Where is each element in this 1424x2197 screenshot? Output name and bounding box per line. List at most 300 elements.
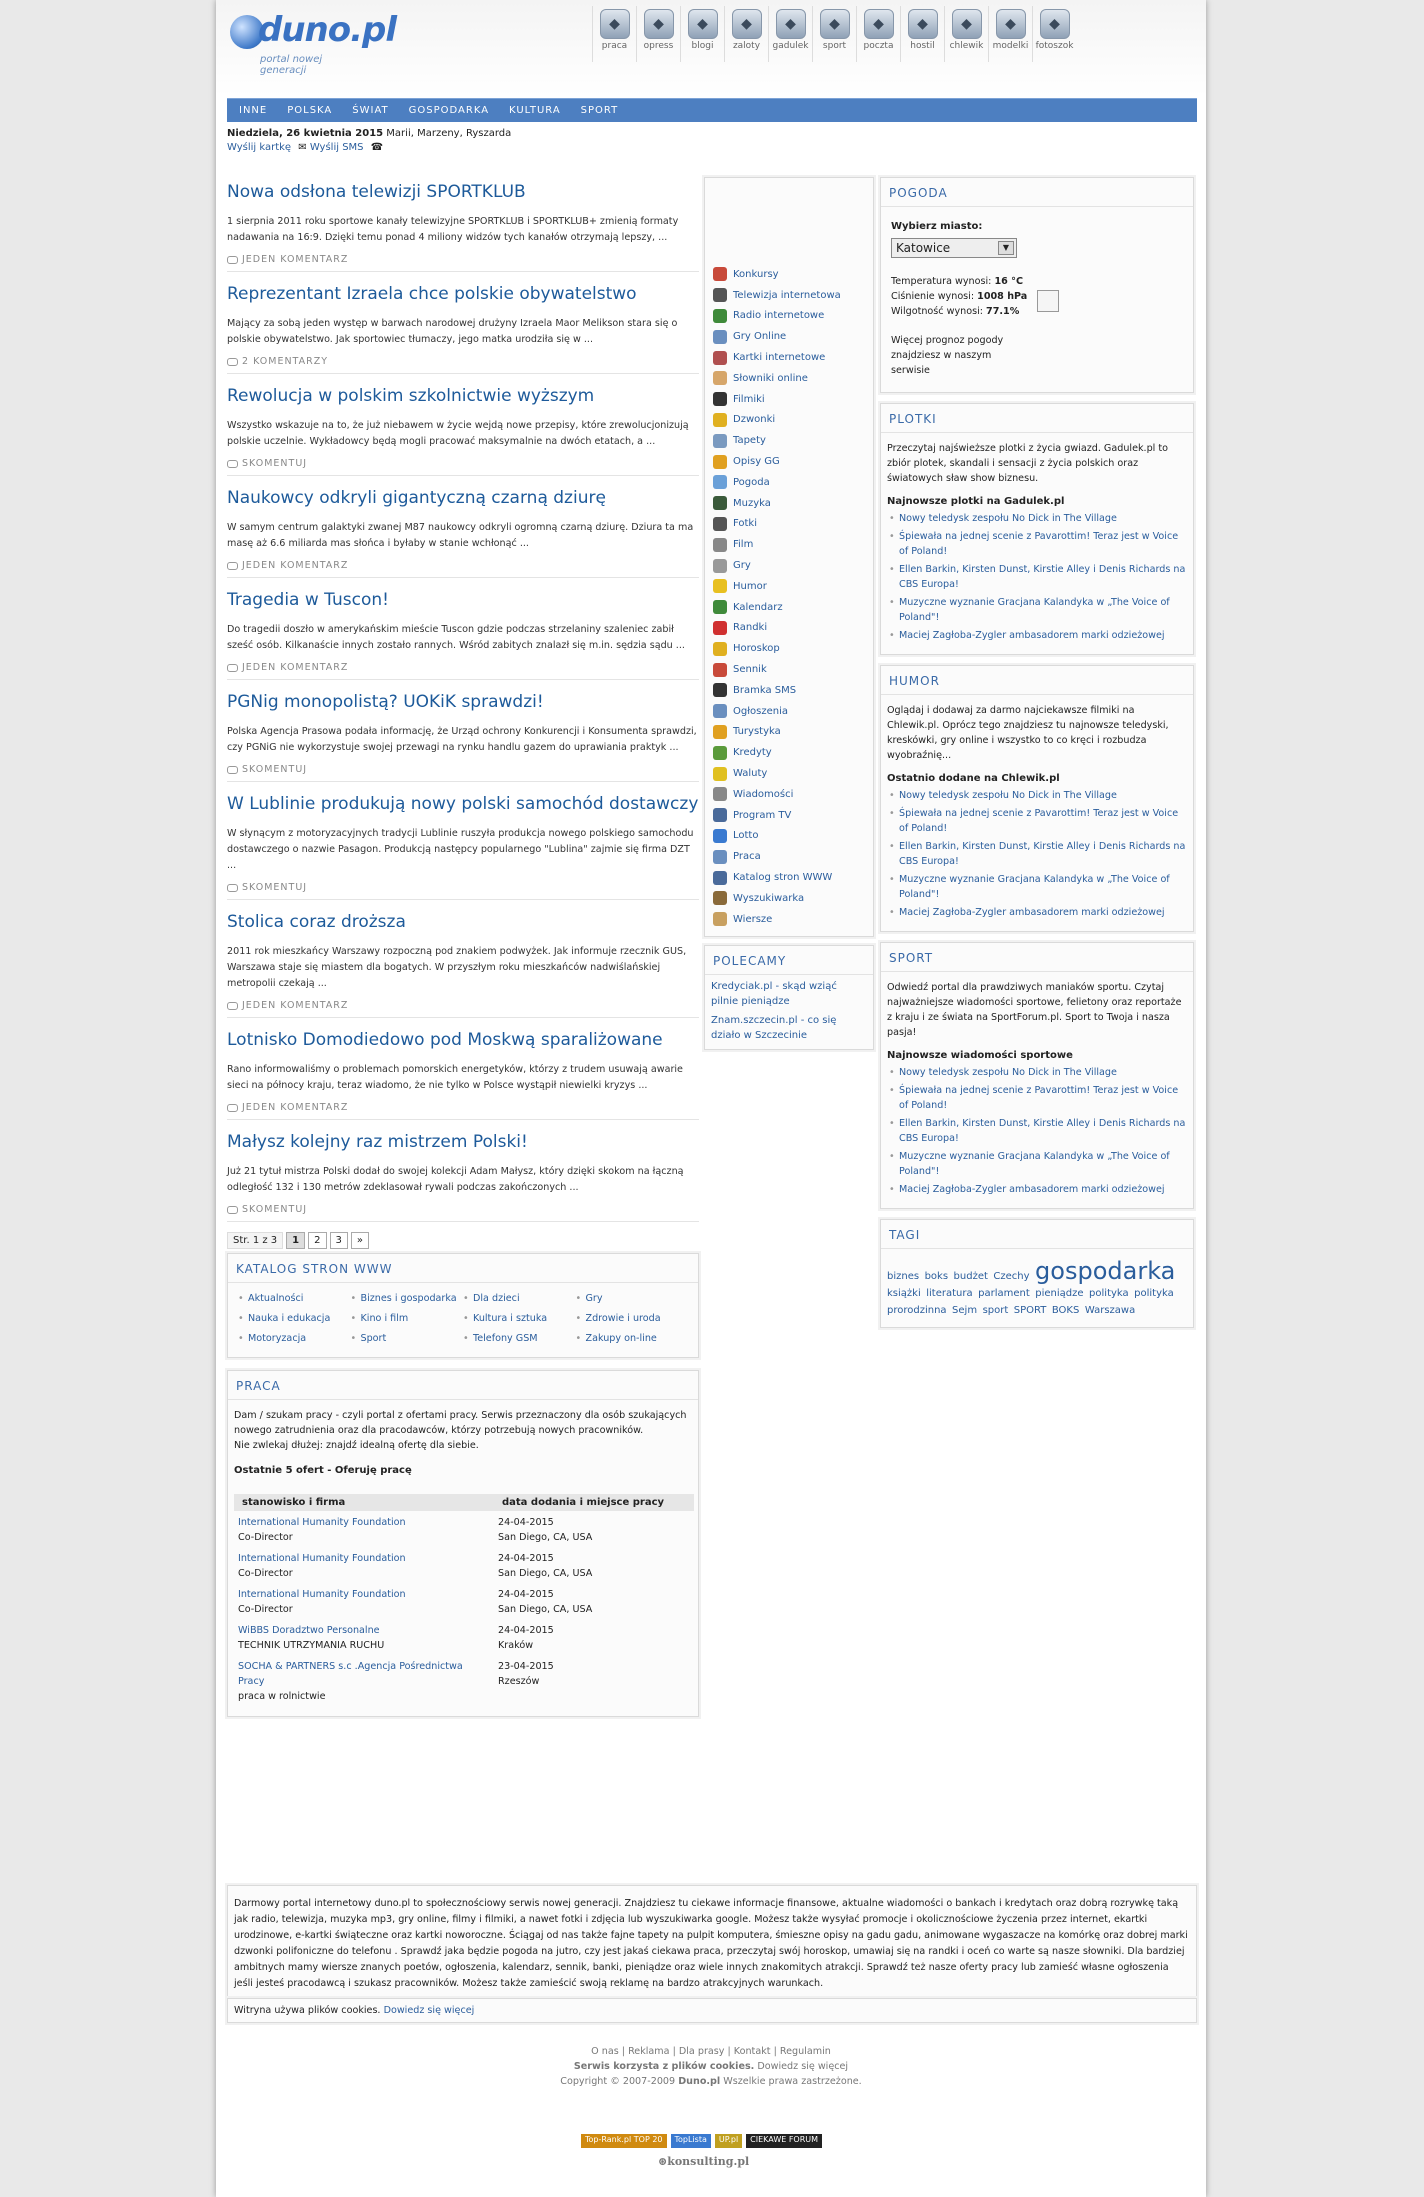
pig-icon: ◆ [952,9,982,39]
job-date: 23-04-2015 [498,1661,554,1672]
humor-item-link[interactable]: Śpiewała na jednej scenie z Pavarottim! Teraz jest w Voice of Poland! [899,808,1179,834]
phone-icon: ☎ [370,142,384,153]
job-date-cell [494,1619,694,1655]
service-icon [713,725,727,739]
footer-link[interactable]: O nas [591,2046,619,2057]
service-icon [713,787,727,801]
pagination [227,1232,699,1249]
tag-link[interactable]: Czechy [993,1271,1030,1282]
plotki-item-link[interactable]: Nowy teledysk zespołu No Dick in The Village [899,513,1117,524]
catalog-link[interactable]: • Motoryzacja [238,1331,351,1347]
service-link[interactable]: Gry Online [733,331,787,343]
gossip-box [880,403,1194,655]
job-company-link[interactable]: WiBBS Doradztwo Personalne [238,1625,380,1636]
catalog-box [227,1253,699,1358]
recommended-title: POLECAMY [705,946,873,975]
service-item[interactable] [705,306,873,327]
pager-page[interactable]: 2 [308,1232,326,1249]
footer-badge[interactable]: Top-Rank.pl TOP 20 [581,2134,667,2148]
service-link[interactable]: Kalendarz [733,601,783,613]
list-item [887,905,1187,923]
comments-link[interactable] [227,662,699,673]
article [227,910,699,1018]
article-excerpt: Mający za sobą jeden występ w barwach narodowej drużyny Izraela Maor Melikson stara się o polskie obywatelstwo. Jak sportowiec tłumaczy, jego matka urodziła się w ... [227,318,678,345]
tag-link[interactable]: SPORT [1013,1305,1047,1316]
tag-link[interactable]: sport [982,1305,1009,1316]
service-item[interactable] [705,368,873,389]
service-link[interactable]: Pogoda [733,476,770,488]
sport-item-link[interactable]: Śpiewała na jednej scenie z Pavarottim! Teraz jest w Voice of Poland! [899,1085,1179,1111]
comments-link[interactable] [227,1102,699,1113]
job-place: San Diego, CA, USA [498,1604,593,1615]
tag-link[interactable]: boks [924,1271,949,1282]
jobs-desc-text: Dam / szukam pracy - czyli portal z ofertami pracy. Serwis przeznaczony dla osób szukających nowego zatrudnienia oraz dla pracodawców, którzy potrzebują nowych pracowników. [234,1410,687,1436]
top-icon-bar [592,6,1076,62]
article-excerpt: W samym centrum galaktyki zwanej M87 naukowcy odkryli ogromną czarną dziurę. Dziura ta ma masę aż 6.6 miliarda mas słońca i byłaby w stanie wchłonąć ... [227,522,694,549]
comments-count: SKOMENTUJ [242,1204,308,1215]
page [216,0,1206,2197]
job-position-cell [234,1511,494,1547]
service-link[interactable]: Słowniki online [733,372,808,384]
pager-page[interactable]: » [351,1232,369,1249]
chat-icon: ◆ [776,9,806,39]
comments-count: JEDEN KOMENTARZ [242,1102,349,1113]
footer-links: O nas | Reklama | Dla prasy | Kontakt | Regulamin [591,2046,831,2057]
service-item[interactable] [705,888,873,909]
tag-cloud [881,1249,1193,1319]
service-icon [713,850,727,864]
job-date: 24-04-2015 [498,1589,554,1600]
top-icon-fotoszok[interactable] [1032,6,1076,62]
temp-value: 16 °C [994,276,1023,287]
service-icon [713,517,727,531]
humor-item-link[interactable]: Ellen Barkin, Kirsten Dunst, Kirstie Alley i Denis Richards na CBS Europa! [899,841,1186,867]
footer-link[interactable]: Reklama [628,2046,670,2057]
catalog-link[interactable]: • Zdrowie i uroda [576,1311,689,1327]
temp-label: Temperatura wynosi: [891,276,992,287]
service-item[interactable] [705,410,873,431]
nav-item-4[interactable]: KULTURA [509,105,561,116]
service-link[interactable]: Humor [733,580,767,592]
service-link[interactable]: Konkursy [733,268,779,280]
logo-tagline: portal nowej generacji [260,54,323,76]
recommended-link[interactable]: Znam.szczecin.pl - co się działo w Szczecinie [711,1014,837,1041]
tag-link[interactable]: polityka [1089,1288,1129,1299]
service-item[interactable] [705,659,873,680]
comments-link[interactable] [227,254,699,265]
service-item[interactable] [705,347,873,368]
tag-link[interactable]: biznes [887,1271,920,1282]
send-sms-link[interactable]: Wyślij SMS [309,142,364,153]
service-icon [713,559,727,573]
service-item[interactable] [705,430,873,451]
sport-item-link[interactable]: Nowy teledysk zespołu No Dick in The Village [899,1067,1117,1078]
sport-text: Odwiedź portal dla prawdziwych maniaków sportu. Czytaj najważniejsze wiadomości sportowe, felietony oraz reportaże z kraju i ze świata na SportForum.pl. Sport to Twoja i nasza pasja! [887,982,1182,1038]
service-icon [713,309,727,323]
article [227,486,699,578]
tag-link[interactable]: Sejm [952,1305,978,1316]
plotki-item-link[interactable]: Maciej Zagłoba-Zygler ambasadorem marki odzieżowej [899,630,1165,641]
humor-item-link[interactable]: Muzyczne wyznanie Gracjana Kalandyka w „The Voice of Poland"! [899,874,1170,900]
comments-count: JEDEN KOMENTARZ [242,560,349,571]
top-icon-label: modelki [992,41,1029,51]
nav-item-3[interactable]: GOSPODARKA [408,105,490,116]
service-item[interactable] [705,909,873,930]
service-item[interactable] [705,451,873,472]
service-item[interactable] [705,826,873,847]
service-item[interactable] [705,846,873,867]
comments-link[interactable] [227,882,699,893]
top-icon-label: hostil [910,41,935,51]
service-item[interactable] [705,784,873,805]
right-column [880,177,1194,1338]
footer-cookie-link[interactable]: Dowiedz się więcej [757,2061,849,2072]
nav-item-0[interactable]: INNE [239,105,268,116]
service-link[interactable]: Film [733,539,754,551]
plotki-item-link[interactable]: Śpiewała na jednej scenie z Pavarottim! Teraz jest w Voice of Poland! [899,531,1179,557]
service-link[interactable]: Kredyty [733,747,772,759]
service-item[interactable] [705,722,873,743]
catalog-link[interactable]: • Dla dzieci [463,1291,576,1307]
tag-link[interactable]: gospodarka [1035,1257,1176,1285]
model-icon: ◆ [996,9,1026,39]
comments-link[interactable] [227,1000,699,1011]
recommended-link[interactable]: Kredyciak.pl - skąd wziąć pilnie pieniądze [711,980,837,1007]
comments-link[interactable] [227,458,699,469]
job-row [234,1583,694,1619]
service-link[interactable]: Fotki [733,518,758,530]
tag-link[interactable]: książki [887,1288,921,1299]
nav-item-1[interactable]: POLSKA [287,105,333,116]
humor-item-link[interactable]: Nowy teledysk zespołu No Dick in The Village [899,790,1117,801]
service-link[interactable]: Randki [733,622,768,634]
jobs-box [227,1370,699,1717]
logo-text: duno.pl [258,10,397,50]
service-link[interactable]: Praca [733,851,761,863]
service-item[interactable] [705,514,873,535]
article-title[interactable]: Lotnisko Domodiedowo pod Moskwą sparaliżowane [227,1030,663,1050]
service-link[interactable]: Katalog stron WWW [733,872,833,883]
gossip-text: Przeczytaj najświeższe plotki z życia gwiazd. Gadulek.pl to zbiór plotek, skandali i sensacji z życia polskich oraz światowych sław show biznesu. [887,443,1169,484]
job-date-cell [494,1583,694,1619]
top-icon-blogi[interactable] [680,6,724,62]
article-title[interactable]: Tragedia w Tuscon! [227,590,389,610]
article-title[interactable]: PGNig monopolistą? UOKiK sprawdzi! [227,692,544,712]
job-row [234,1511,694,1547]
service-link[interactable]: Lotto [733,830,759,842]
service-item[interactable] [705,576,873,597]
humor-text: Oglądaj i dodawaj za darmo najciekawsze filmiki na Chlewik.pl. Oprócz tego znajdziesz tu najnowsze teledyski, kreskówki, gry online i wszystko to co kręci i rozbudza wyobraźnię... [887,705,1169,761]
service-item[interactable] [705,867,873,888]
service-item[interactable] [705,389,873,410]
comments-count: SKOMENTUJ [242,764,308,775]
job-position-cell [234,1583,494,1619]
service-link[interactable]: Kartki internetowe [733,352,826,364]
comment-bubble-icon [227,664,238,672]
article [227,384,699,476]
service-icon [713,413,727,427]
catalog-link[interactable]: • Kultura i sztuka [463,1311,576,1327]
job-company-link[interactable]: International Humanity Foundation [238,1517,406,1528]
pager-page[interactable]: 3 [330,1232,348,1249]
job-place: Kraków [498,1640,534,1651]
catalog-link[interactable]: • Kino i film [351,1311,464,1327]
job-position: TECHNIK UTRZYMANIA RUCHU [238,1640,385,1651]
tag-link[interactable]: budżet [953,1271,988,1282]
tag-link[interactable]: parlament [978,1288,1030,1299]
job-company-link[interactable]: International Humanity Foundation [238,1589,406,1600]
footer-badge[interactable]: TopLista [671,2134,711,2148]
current-date: Niedziela, 26 kwietnia 2015 [227,128,384,139]
runner-icon: ◆ [820,9,850,39]
tag-link[interactable]: literatura [926,1288,973,1299]
footer-badge[interactable]: UP.pl [715,2134,742,2148]
pressure-value: 1008 hPa [977,291,1028,302]
pressure-label: Ciśnienie wynosi: [891,291,975,302]
service-link[interactable]: Wiersze [733,913,773,925]
service-item[interactable] [705,618,873,639]
top-icon-chlewik[interactable] [944,6,988,62]
header [216,0,1206,96]
article-title[interactable]: Reprezentant Izraela chce polskie obywatelstwo [227,284,637,304]
footer [216,2044,1206,2089]
tags-title: TAGI [881,1220,1193,1249]
job-place: San Diego, CA, USA [498,1532,593,1543]
footer-link[interactable]: Dla prasy [678,2046,725,2057]
sport-item-link[interactable]: Ellen Barkin, Kirsten Dunst, Kirstie Alley i Denis Richards na CBS Europa! [899,1118,1186,1144]
service-link[interactable]: Ogłoszenia [733,705,789,717]
tag-link[interactable]: BOKS [1051,1305,1080,1316]
service-icon [713,704,727,718]
copyright-brand: Duno.pl [678,2076,721,2087]
humor-title: HUMOR [881,666,1193,695]
footer-cookie-text: Serwis korzysta z plików cookies. [573,2061,755,2072]
article-title[interactable]: Małysz kolejny raz mistrzem Polski! [227,1132,528,1152]
article [227,588,699,680]
camera-icon: ◆ [1040,9,1070,39]
comment-bubble-icon [227,256,238,264]
konsulting-logo[interactable] [658,2155,749,2168]
service-icon [713,871,727,885]
service-item[interactable] [705,763,873,784]
top-icon-hostil[interactable] [900,6,944,62]
jobs-title: PRACA [228,1371,698,1400]
service-item[interactable] [705,597,873,618]
list-item [887,1116,1187,1149]
service-item[interactable] [705,493,873,514]
service-icon [713,642,727,656]
article-excerpt: Wszystko wskazuje na to, że już niebawem w życie wejdą nowe przepisy, które zrewolucjonizują polskie uczelnie. Wykładowcy będą mogli pracować maksymalnie na dwóch etatach, a ... [227,420,689,447]
pager-page[interactable]: 1 [286,1232,305,1249]
sport-box [880,942,1194,1209]
service-item[interactable] [705,680,873,701]
service-item[interactable] [705,264,873,285]
service-item[interactable] [705,638,873,659]
service-icon [713,663,727,677]
comment-bubble-icon [227,884,238,892]
gossip-subtitle: Najnowsze plotki na Gadulek.pl [887,496,1065,507]
article-title[interactable]: Nowa odsłona telewizji SPORTKLUB [227,182,526,202]
job-date: 24-04-2015 [498,1517,554,1528]
service-link[interactable]: Program TV [733,809,792,821]
city-select[interactable] [891,238,1017,258]
service-link[interactable]: Filmiki [733,393,765,405]
copyright-pre: Copyright © 2007-2009 [560,2076,676,2087]
list-item [887,1083,1187,1116]
dateline [227,127,511,155]
article-excerpt: W słynącym z motoryzacyjnych tradycji Lublinie ruszyła produkcja nowego polskiego samochodu dostawczego o nazwie Pasagon. Produkcją następcy popularnego "Lublina" zajmie się firma DZT ... [227,828,694,871]
tag-link[interactable]: Warszawa [1084,1305,1136,1316]
cookie-text: Witryna używa plików cookies. [234,2005,381,2016]
plotki-item-link[interactable]: Ellen Barkin, Kirsten Dunst, Kirstie Alley i Denis Richards na CBS Europa! [899,564,1186,590]
article-title[interactable]: Rewolucja w polskim szkolnictwie wyższym [227,386,595,406]
job-position-cell [234,1547,494,1583]
service-item[interactable] [705,742,873,763]
sport-item-link[interactable]: Muzyczne wyznanie Gracjana Kalandyka w „The Voice of Poland"! [899,1151,1170,1177]
nav-item-2[interactable]: ŚWIAT [352,105,389,116]
top-icon-label: fotoszok [1035,41,1074,51]
service-link[interactable]: Muzyka [733,497,771,509]
comments-link[interactable] [227,560,699,571]
top-icon-gadulek[interactable] [768,6,812,62]
comments-count: SKOMENTUJ [242,882,308,893]
service-item[interactable] [705,285,873,306]
comments-link[interactable] [227,764,699,775]
comments-count: 2 KOMENTARZY [242,356,329,367]
comment-bubble-icon [227,1206,238,1214]
footer-link[interactable]: Regulamin [779,2046,831,2057]
job-position: Co-Director [238,1568,293,1579]
job-company-link[interactable]: International Humanity Foundation [238,1553,406,1564]
send-card-link[interactable]: Wyślij kartkę [227,142,292,153]
service-link[interactable]: Waluty [733,768,768,780]
article-title[interactable]: Naukowcy odkryli gigantyczną czarną dziurę [227,488,606,508]
catalog-link[interactable]: • Biznes i gospodarka [351,1291,464,1307]
konsulting-text: konsulting.pl [667,2155,750,2168]
service-item[interactable] [705,555,873,576]
catalog-link[interactable]: • Sport [351,1331,464,1347]
service-link[interactable]: Radio internetowe [733,310,825,322]
top-icon-label: poczta [863,41,894,51]
list-item [887,595,1187,628]
service-item[interactable] [705,326,873,347]
top-icon-modelki[interactable] [988,6,1032,62]
job-place: Rzeszów [498,1676,540,1687]
service-link[interactable]: Opisy GG [733,456,780,468]
footer-badge[interactable]: CIEKAWE FORUM [746,2134,822,2148]
service-link[interactable]: Bramka SMS [733,684,797,696]
top-icon-zaloty[interactable] [724,6,768,62]
article-excerpt: Rano informowaliśmy o problemach pomorskich energetyków, którzy z trudem usuwają awarie sieci na północy kraju, teraz wiadomo, że nie tylko w Polsce wystąpił niewielki kryzys ... [227,1064,683,1091]
top-icon-poczta[interactable] [856,6,900,62]
article [227,690,699,782]
catalog-link[interactable]: • Aktualności [238,1291,351,1307]
logo[interactable] [230,10,397,76]
cookie-more-link[interactable]: Dowiedz się więcej [383,2005,475,2016]
top-icon-sport[interactable] [812,6,856,62]
plotki-item-link[interactable]: Muzyczne wyznanie Gracjana Kalandyka w „The Voice of Poland"! [899,597,1170,623]
weather-title: POGODA [881,178,1193,207]
sport-item-link[interactable]: Maciej Zagłoba-Zygler ambasadorem marki odzieżowej [899,1184,1165,1195]
city-label: Wybierz miasto: [891,221,983,232]
chevron-down-icon: ▼ [998,241,1014,255]
jobs-col-date: data dodania i miejsce pracy [494,1494,694,1511]
nav-item-5[interactable]: SPORT [580,105,619,116]
service-link[interactable]: Sennik [733,664,767,676]
job-company-link[interactable]: SOCHA & PARTNERS s.c .Agencja Pośrednictwa Pracy [238,1661,463,1687]
recommended-links [705,975,873,1043]
service-link[interactable]: Tapety [733,435,766,447]
comments-count: JEDEN KOMENTARZ [242,1000,349,1011]
tag-link[interactable]: polityka prorodzinna [887,1288,1174,1316]
humor-item-link[interactable]: Maciej Zagłoba-Zygler ambasadorem marki odzieżowej [899,907,1165,918]
list-item [887,529,1187,562]
article-excerpt: 2011 rok mieszkańcy Warszawy rozpoczną pod znakiem podwyżek. Jak informuje rzecznik GUS, Warszawa staje się miastem dla bogatych. W przyszłym roku mieszkańców nadwiślańskiej metropolii czekają ... [227,946,687,989]
job-date-cell [494,1655,694,1706]
article-list [227,180,699,1222]
catalog-link[interactable]: • Gry [576,1291,689,1307]
service-link[interactable]: Dzwonki [733,414,776,426]
pager-label: Str. 1 z 3 [227,1232,283,1249]
tag-link[interactable]: pieniądze [1035,1288,1084,1299]
service-link[interactable]: Gry [733,560,751,572]
service-link[interactable]: Horoskop [733,643,780,655]
top-icon-label: gadulek [772,41,809,51]
job-row [234,1655,694,1706]
job-position: Co-Director [238,1604,293,1615]
weather-more[interactable]: Więcej prognoz pogody znajdziesz w naszym serwisie [891,335,1004,376]
services-box [704,177,874,937]
top-icon-praca[interactable] [592,6,636,62]
catalog-link[interactable]: • Nauka i edukacja [238,1311,351,1327]
humidity-value: 77.1% [986,306,1020,317]
service-link[interactable]: Turystyka [733,726,781,738]
service-link[interactable]: Wyszukiwarka [733,892,805,904]
catalog-link[interactable]: • Telefony GSM [463,1331,576,1347]
pen-icon: ◆ [644,9,674,39]
catalog-link[interactable]: • Zakupy on-line [576,1331,689,1347]
service-item[interactable] [705,472,873,493]
recommended-box [704,945,874,1050]
service-item[interactable] [705,805,873,826]
city-select-value: Katowice [896,241,951,255]
article-title[interactable]: W Lublinie produkują nowy polski samochód dostawczy [227,794,699,814]
main-column [227,180,699,1717]
envelope-icon: ✉ [298,142,307,153]
top-icon-label: praca [601,41,628,51]
service-link[interactable]: Telewizja internetowa [733,289,841,301]
sport-title: SPORT [881,943,1193,972]
weather-box [880,177,1194,393]
top-icon-label: blogi [691,41,714,51]
service-icon [713,767,727,781]
article-title[interactable]: Stolica coraz droższa [227,912,406,932]
top-icon-opress[interactable] [636,6,680,62]
heart-icon: ◆ [732,9,762,39]
footer-link[interactable]: Kontakt [733,2046,771,2057]
comment-bubble-icon [227,358,238,366]
about-text: Darmowy portal internetowy duno.pl to społecznościowy serwis nowej generacji. Znajdziesz tu ciekawe informacje finansowe, aktualne wiadomości o bankach i kredytach oraz dobrą rozrywkę taką jak radio, telewizja, muzyka mp3, gry online, filmy i filmiki, a nawet fotki i zdjęcia lub wyszukiwarka google. Możesz także wysyłać promocje i okolicznościowe życzenia przez internet, ekartki urodzinowe, e-kartki świąteczne oraz kartki noworoczne. Ściągaj od nas także fajne tapety na pulpit komputera, śmieszne opisy na gadu gadu, animowane wygaszacze na komórkę oraz dobrej marki dzwonki polifoniczne do telefonu . Sprawdź jaka będzie pogoda na jutro, czy jest jakaś ciekawa praca, przeczytaj swój horoskop, umawiaj się na randki i oceń co warte są nasze słowniki. Dla bardziej ambitnych mamy wiersze znanych poetów, ogłoszenia, kalendarz, sennik, banki, pieniądze oraz wiele innych znakomitych atrakcji. Sprawdź też nasze oferty pracy lub zamieść własne ogłoszenia jeśli jesteś pracodawcą i szukasz pracowników. Możesz także zamieścić swoją reklamę na bardzo atrakcyjnych warunkach. [227,1885,1197,2003]
service-item[interactable] [705,701,873,722]
list-item [887,788,1187,806]
humor-list [881,788,1193,923]
comments-link[interactable] [227,1204,699,1215]
comments-link[interactable] [227,356,699,367]
service-item[interactable] [705,534,873,555]
list-item [887,1149,1187,1182]
service-link[interactable]: Wiadomości [733,788,794,800]
service-icon [713,600,727,614]
